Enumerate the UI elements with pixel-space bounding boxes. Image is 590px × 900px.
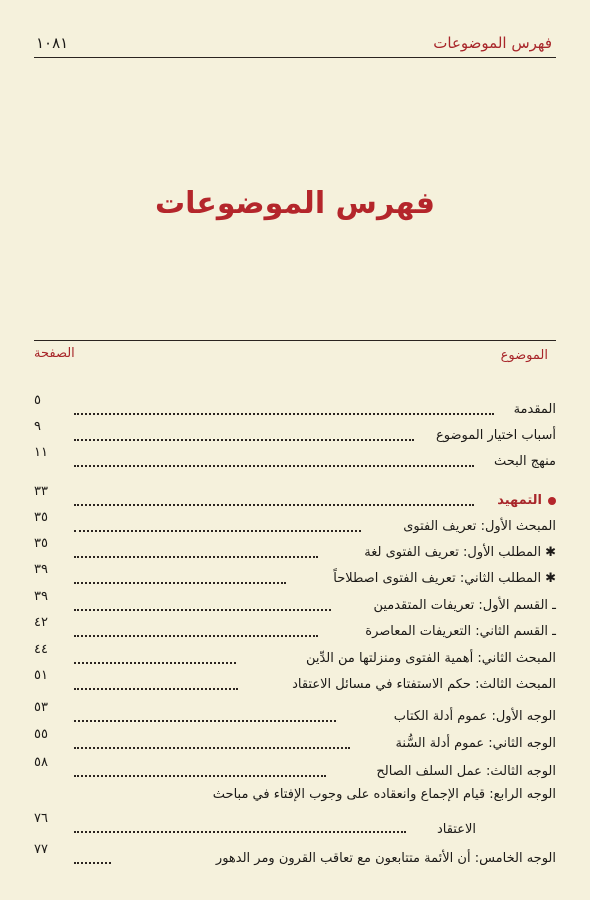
toc-entry[interactable] bbox=[34, 393, 556, 419]
toc-entry-page: ٧٧ bbox=[34, 842, 48, 857]
toc-entry-text bbox=[376, 764, 556, 779]
toc-entry[interactable] bbox=[34, 510, 556, 536]
toc-entry-text bbox=[364, 545, 556, 560]
leader-dots bbox=[74, 522, 361, 532]
toc-entry-text: المقدمة bbox=[513, 402, 556, 417]
toc-entry-label: التمهيد bbox=[497, 493, 542, 508]
toc-entry-label: المطلب الأول: bbox=[463, 545, 542, 560]
leader-dots bbox=[74, 739, 350, 749]
toc-entry[interactable] bbox=[34, 484, 556, 510]
toc-entry-label: الوجه الثالث: bbox=[486, 764, 556, 779]
toc-entry[interactable] bbox=[34, 700, 556, 726]
toc-entry-page: ١١ bbox=[34, 445, 48, 460]
toc-entry-title: تعريف الفتوى لغة bbox=[364, 545, 459, 560]
asterisk-icon: ✱ bbox=[545, 545, 556, 560]
toc-entry-title: تعريف الفتوى bbox=[403, 519, 477, 534]
toc-entry-page: ٧٦ bbox=[34, 811, 48, 826]
toc-entry-page: ٥ bbox=[34, 393, 41, 408]
toc-entry[interactable] bbox=[34, 842, 556, 868]
toc-entry-title: أن الأئمة متتابعون مع تعاقب القرون ومر الدهور bbox=[215, 851, 471, 866]
running-title: فهرس الموضوعات bbox=[433, 34, 552, 52]
toc-entry-page: ٥٨ bbox=[34, 755, 48, 770]
toc-entry-page: ٣٩ bbox=[34, 589, 48, 604]
toc-entry-text bbox=[395, 736, 556, 751]
toc-entry-page: ٣٥ bbox=[34, 510, 48, 525]
leader-dots bbox=[74, 654, 236, 664]
toc-entry-page: ٤٤ bbox=[34, 642, 48, 657]
toc-entry-title: حكم الاستفتاء في مسائل الاعتقاد bbox=[292, 677, 471, 692]
toc-entry-page: ٣٩ bbox=[34, 562, 48, 577]
toc-entry-text bbox=[292, 677, 556, 692]
toc-entry-page: ٤٢ bbox=[34, 615, 48, 630]
leader-dots bbox=[74, 574, 286, 584]
toc-entry-text bbox=[216, 851, 556, 866]
toc-entry-label: الوجه الرابع: bbox=[489, 787, 556, 802]
toc-entry-page: ٥٣ bbox=[34, 700, 48, 715]
toc-entry-title: عموم أدلة الكتاب bbox=[393, 709, 488, 724]
toc-entry[interactable] bbox=[34, 419, 556, 445]
bullet-icon bbox=[548, 497, 556, 505]
leader-dots bbox=[74, 496, 474, 506]
toc-entry-page: ٣٣ bbox=[34, 484, 48, 499]
toc-entry[interactable] bbox=[34, 755, 556, 781]
toc-entry-text bbox=[306, 651, 556, 666]
toc-entry-label: الوجه الأول: bbox=[491, 709, 556, 724]
toc-entry-text bbox=[365, 624, 556, 639]
toc-entry-text bbox=[403, 519, 556, 534]
toc-entry-page: ٥١ bbox=[34, 668, 48, 683]
toc-list bbox=[34, 0, 556, 900]
toc-entry-title: عموم أدلة السُّنة bbox=[395, 736, 485, 751]
leader-dots bbox=[74, 601, 331, 611]
leader-dots bbox=[74, 548, 318, 558]
toc-entry-label: المبحث الثاني: bbox=[477, 651, 556, 666]
toc-entry-title: تعريف الفتوى اصطلاحاً bbox=[333, 571, 456, 586]
toc-entry-text: أسباب اختيار الموضوع bbox=[436, 428, 556, 443]
toc-entry-text bbox=[373, 598, 556, 613]
toc-entry-label: الوجه الخامس: bbox=[474, 851, 556, 866]
toc-entry-title: تعريفات المتقدمين bbox=[373, 598, 475, 613]
leader-dots bbox=[74, 712, 336, 722]
toc-entry[interactable] bbox=[34, 787, 556, 839]
toc-entry-page: ٩ bbox=[34, 419, 41, 434]
toc-entry-title: عمل السلف الصالح bbox=[376, 764, 482, 779]
leader-dots bbox=[74, 823, 406, 833]
toc-entry-title: قيام الإجماع وانعقاده على وجوب الإفتاء في مباحث bbox=[212, 787, 486, 802]
leader-dots bbox=[74, 405, 494, 415]
toc-entry-text bbox=[213, 787, 556, 802]
toc-entry[interactable] bbox=[34, 445, 556, 471]
toc-entry-text bbox=[394, 709, 556, 724]
leader-dots bbox=[74, 854, 111, 864]
toc-entry-title: أهمية الفتوى ومنزلتها من الدِّين bbox=[305, 651, 474, 666]
leader-dots bbox=[74, 680, 238, 690]
toc-entry-page: ٣٥ bbox=[34, 536, 48, 551]
toc-entry-label: القسم الثاني: bbox=[475, 624, 549, 639]
column-head-page: الصفحة bbox=[34, 346, 75, 361]
leader-dots bbox=[74, 457, 474, 467]
toc-entry-label: الوجه الثاني: bbox=[488, 736, 556, 751]
asterisk-icon: ✱ bbox=[545, 571, 556, 586]
dash-icon: ـ bbox=[548, 598, 556, 613]
toc-entry-label: القسم الأول: bbox=[478, 598, 549, 613]
dash-icon: ـ bbox=[548, 624, 556, 639]
toc-entry-continuation: الاعتقاد bbox=[436, 822, 476, 837]
toc-entry[interactable] bbox=[34, 668, 556, 694]
toc-entry[interactable] bbox=[34, 562, 556, 588]
toc-entry-page: ٥٥ bbox=[34, 727, 48, 742]
leader-dots bbox=[74, 431, 414, 441]
toc-entry-label: المبحث الأول: bbox=[480, 519, 556, 534]
page-number: ١٠٨١ bbox=[36, 34, 69, 52]
leader-dots bbox=[74, 627, 318, 637]
toc-entry[interactable] bbox=[34, 727, 556, 753]
toc-entry-title: التعريفات المعاصرة bbox=[365, 624, 472, 639]
toc-entry[interactable] bbox=[34, 642, 556, 668]
page-title: فهرس الموضوعات bbox=[154, 186, 436, 221]
column-head-topic: الموضوع bbox=[500, 348, 548, 363]
toc-entry[interactable] bbox=[34, 536, 556, 562]
toc-entry-label: المطلب الثاني: bbox=[459, 571, 542, 586]
toc-entry-text bbox=[497, 493, 556, 508]
toc-entry-text: منهج البحث bbox=[493, 454, 556, 469]
toc-entry[interactable] bbox=[34, 615, 556, 641]
toc-entry-text bbox=[333, 571, 556, 586]
toc-entry[interactable] bbox=[34, 589, 556, 615]
toc-entry-label: المبحث الثالث: bbox=[475, 677, 556, 692]
leader-dots bbox=[74, 767, 326, 777]
